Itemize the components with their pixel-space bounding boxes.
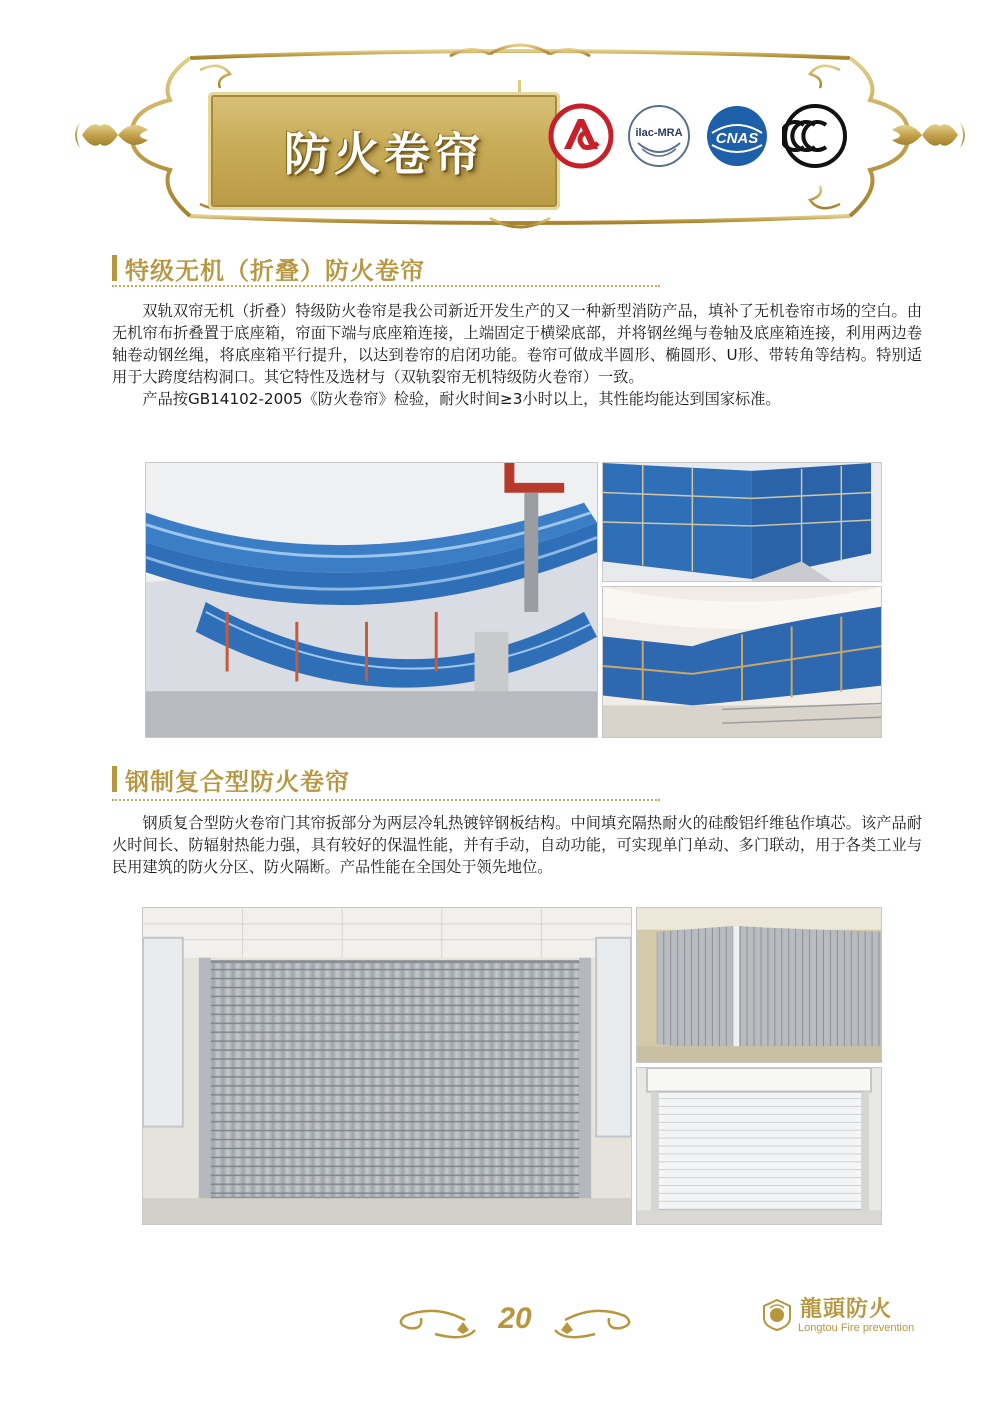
section-body-steel xyxy=(112,812,922,878)
section-title: 钢制复合型防火卷帘 xyxy=(125,767,350,796)
photo-steel-shutter-curved xyxy=(636,907,882,1063)
paragraph: 双轨双帘无机（折叠）特级防火卷帘是我公司新近开发生产的又一种新型消防产品，填补了无机卷帘市场的空白。由无机帘布折叠置于底座箱，帘面下端与底座箱连接，上端固定于横梁底部，并将钢丝绳与卷轴及底座箱连接，利用两边卷轴卷动钢丝绳，将底座箱平行提升，以达到卷帘的启闭功能。卷帘可做成半圆形、椭圆形、U形、带转角等结构。特别适用于大跨度结构洞口。其它特性及选材与（双轨裂帘无机特级防火卷帘）一致。 xyxy=(112,302,922,386)
section-heading-steel xyxy=(112,764,350,794)
photo-blue-curtain-corner xyxy=(602,462,882,582)
ac-certification-logo xyxy=(548,103,614,169)
dotted-divider xyxy=(112,285,660,287)
paragraph: 钢质复合型防火卷帘门其帘扳部分为两层冷轧热镀锌钢板结构。中间填充隔热耐火的硅酸铝纤维毡作填芯。该产品耐火时间长、防辐射热能力强，具有较好的保温性能，并有手动，自动功能，可实现单门单动、多门联动，用于各类工业与民用建筑的防火分区、防火隔断。产品性能在全国处于领先地位。 xyxy=(112,814,922,876)
heading-bar xyxy=(112,255,117,281)
dragon-emblem-icon xyxy=(760,1298,794,1332)
title-plate xyxy=(208,92,560,210)
photo-blue-curtain-hall xyxy=(602,586,882,738)
dotted-divider xyxy=(112,799,660,801)
brand-name-cn: 龍頭防火 xyxy=(800,1297,893,1322)
paragraph: 产品按GB14102-2005《防火卷帘》检验，耐火时间≥3小时以上，其性能均能达到国家标准。 xyxy=(142,390,781,408)
section-title: 特级无机（折叠）防火卷帘 xyxy=(125,256,425,285)
svg-text:ilac-MRA: ilac-MRA xyxy=(635,127,683,139)
cnas-logo xyxy=(704,103,770,169)
heading-bar xyxy=(112,766,117,792)
certification-logos xyxy=(548,103,848,171)
section-body-inorganic xyxy=(112,300,922,410)
ilac-mra-logo xyxy=(626,103,692,169)
page-number: 20 xyxy=(498,1302,532,1335)
brand-name-en: Longtou Fire prevention xyxy=(798,1322,915,1334)
header-banner xyxy=(70,40,970,230)
photo-curved-folding-curtain xyxy=(145,462,598,738)
brand-logo xyxy=(760,1292,930,1342)
photo-white-shutter xyxy=(636,1067,882,1225)
section-heading-inorganic xyxy=(112,253,425,283)
photo-steel-shutter-large xyxy=(142,907,632,1225)
svg-text:CNAS: CNAS xyxy=(715,130,759,147)
ccc-logo xyxy=(782,103,848,169)
page-title: 防火卷帘 xyxy=(284,127,484,181)
